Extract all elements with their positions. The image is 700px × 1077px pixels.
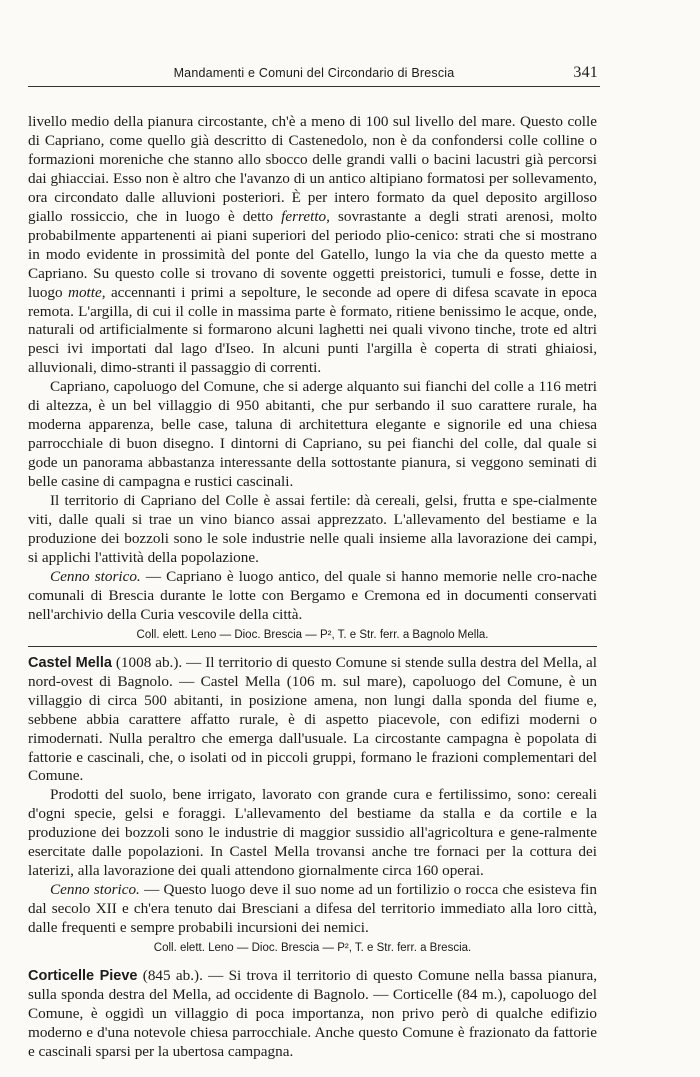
term-ferretto: ferretto, bbox=[281, 207, 330, 225]
castel-mella-historical-note bbox=[28, 881, 597, 938]
page-body bbox=[28, 113, 597, 1062]
capriano-paragraph-1 bbox=[28, 113, 597, 378]
entry-title: Corticelle Pieve bbox=[28, 968, 138, 985]
term-motte: motte, bbox=[68, 283, 106, 301]
capriano-paragraph-2: Capriano, capoluogo del Comune, che si aderge alquanto sui fianchi del colle a 116 metri di altezza, è un bel villaggio di 950 abitanti, che pur serbando il suo carattere rurale, ha moderna apparenza, belle case, taluna di architettura elegante e signorile ed una chiesa parrocchiale di buon disegno. I dintorni di Capriano, su pei fianchi del colle, dal quale si gode un panorama abbastanza interessante della sottostante pianura, si veggono seminati di belle casine di campagna e rustici cascinali. bbox=[28, 378, 597, 491]
capriano-historical-note bbox=[28, 568, 597, 625]
historical-note-label: Cenno storico. bbox=[50, 567, 141, 585]
population: (845 ab.). bbox=[142, 967, 203, 985]
entry-title: Castel Mella bbox=[28, 654, 112, 671]
text-run: — Questo luogo deve il suo nome ad un fortilizio o rocca che esisteva fin dal secolo XII e ch'era tenuto dai Bresciani a difesa del territorio immediato alla loro città, dalle frequenti e sempre probabili incursioni dei nemici. bbox=[28, 881, 597, 937]
capriano-electoral-line: Coll. elett. Leno — Dioc. Brescia — P², T. e Str. ferr. a Bagnolo Mella. bbox=[136, 628, 489, 641]
running-header bbox=[28, 60, 600, 87]
castel-mella-paragraph-2: Prodotti del suolo, bene irrigato, lavorato con grande cura e fertilissimo, sono: cereali d'ogni specie, gelsi e foraggi. L'allevamento del bestiame da stalla e da cortile e la produzione dei bozzoli sono le industrie di maggior sussidio all'agricoltura e gene-ralmente esercitate dalle popolazioni. In Castel Mella trovansi anche tre fornaci per la cottura dei laterizi, alla lavorazione dei quali attendono giornalmente circa 160 operai. bbox=[28, 786, 597, 880]
corticelle-paragraph-1 bbox=[28, 967, 597, 1062]
text-run: accennanti i primi a sepolture, le seconde ad opere di difesa scavate in epoca remota. L'argilla, di cui il colle in massima parte è formato, ritiene benissimo le acque, onde, naturali od artificialmente si formarono alcuni laghetti nei quali vivono tinche, trote ed altri pesci ivi importati dal lago d'Iseo. In alcuni punti l'argilla è coperta di strati ghiaiosi, alluvionali, dimo-stranti il passaggio di correnti. bbox=[28, 283, 598, 377]
section-divider bbox=[28, 646, 597, 647]
text-run: — Il territorio di questo Comune si stende sulla destra del Mella, al nord-ovest di Bagnolo. — Castel Mella (106 m. sul mare), capoluogo del Comune, è un villaggio di circa 500 abitanti, in posizione amena, non lungi dalla sponda del fiume e, sebbene abbia carattere affatto rurale, è di aspetto piacevole, con edifizi moderni o rimodernati. Nulla peraltro che emerga dall'usuale. La circostante campagna è popolata di fattorie e cascinali, che, o isolati od in piccoli gruppi, formano le frazioni complementari del Comune. bbox=[28, 653, 598, 785]
population: (1008 ab.). bbox=[115, 653, 183, 671]
castel-mella-paragraph-1 bbox=[28, 654, 597, 787]
text-run: livello medio della pianura circostante, ch'è a meno di 100 sul livello del mare. Questo colle di Capriano, come quello già descritto di Castenedolo, non è da confondersi colle colline o formazioni moreniche che stanno allo sbocco delle grandi valli o bacini lacustri già percorsi dai ghiacciai. Esso non è altro che l'avanzo di un antico altipiano formatosi per sollevamento, ora circondato dalle alluvioni posteriori. È per intero formato da quel deposito argilloso giallo rossiccio, che in luogo è detto bbox=[28, 113, 597, 225]
page-number: 341 bbox=[573, 64, 598, 81]
text-run: sovrastante a degli strati arenosi, molto probabilmente appartenenti ai piani superiori del periodo plio-cenico: strati che si mostrano in modo evidente in prossimità del ponte del Gatello, lungo la via che da questo mette a Capriano. Su questo colle si trovano di sovente oggetti preistorici, tumuli e fosse, dette in luogo bbox=[28, 207, 598, 301]
castel-mella-electoral-line: Coll. elett. Leno — Dioc. Brescia — P², T. e Str. ferr. a Brescia. bbox=[153, 942, 472, 955]
capriano-paragraph-3: Il territorio di Capriano del Colle è assai fertile: dà cereali, gelsi, frutta e spe-cialmente viti, dalle quali si trae un vino bianco assai apprezzato. L'allevamento del bestiame e la produzione dei bozzoli sono le sole industrie nelle quali insieme alla lavorazione dei campi, si applichi l'attività della popolazione. bbox=[28, 492, 597, 566]
text-run: — Capriano è luogo antico, del quale si hanno memorie nelle cro-nache comunali di Brescia durante le lotte con Bergamo e Cremona ed in documenti conservati nell'archivio della Curia vescovile della città. bbox=[28, 567, 597, 623]
text-run: — Si trova il territorio di questo Comune nella bassa pianura, sulla sponda destra del Mella, ad occidente di Bagnolo. — Corticelle (84 m.), capoluogo del Comune, è oggidì un villaggio di poca importanza, non privo però di qualche edifizio moderno e d'una notevole chiesa parrocchiale. Anche questo Comune è frazionato da fattorie e cascinali sparsi per la ubertosa campagna. bbox=[28, 967, 598, 1060]
historical-note-label: Cenno storico. bbox=[50, 881, 140, 899]
header-title: Mandamenti e Comuni del Circondario di Brescia bbox=[173, 66, 455, 80]
